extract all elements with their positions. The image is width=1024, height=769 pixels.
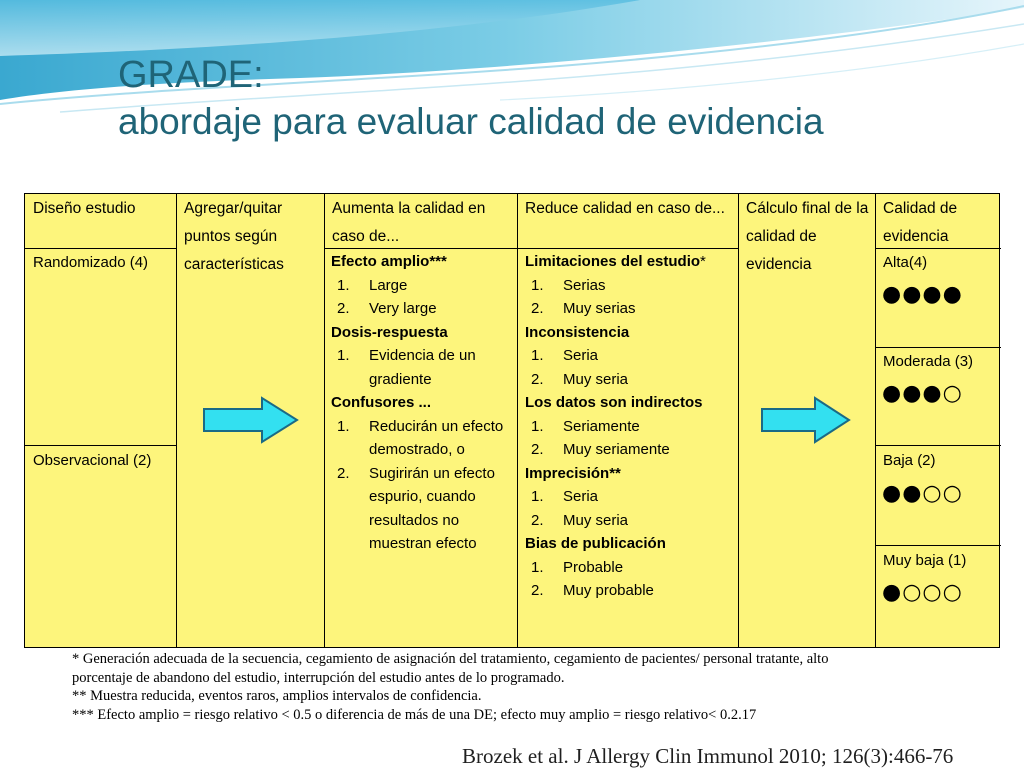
footnote-3: *** Efecto amplio = riesgo relativo < 0.5 o diferencia de más de una DE; efecto muy amplio = riesgo relativo< 0.2.17 [72, 706, 757, 723]
list-item: 2. Sugirirán un efecto espurio, cuando resultados no muestran efecto [337, 464, 495, 552]
column-divider [176, 194, 177, 647]
right-arrow-icon [202, 396, 300, 444]
footnote-1: * Generación adecuada de la secuencia, cegamiento de asignación del tratamiento, cegamiento de pacientes/ personal tratante, alto porcentaje de abandono del estudio, interrupción del estudio antes de lo programado. [72, 651, 829, 686]
calidad-baja-dots: ●●○○ [882, 481, 963, 506]
calidad-muy-baja-dots: ●○○○ [882, 580, 963, 605]
header-agregar: Agregar/quitar puntos según características [184, 200, 284, 273]
footnotes [72, 650, 1012, 724]
list-item: 1. Evidencia de un gradiente [337, 347, 476, 388]
title-line-2: abordaje para evaluar calidad de evidencia [118, 101, 824, 142]
row-divider [875, 347, 1001, 348]
calidad-alta-dots: ●●●● [882, 282, 963, 307]
citation: Brozek et al. J Allergy Clin Immunol 2010; 126(3):466-76 [462, 744, 954, 768]
aumenta-list [331, 250, 515, 556]
row-divider [25, 445, 176, 446]
sesgo-publicacion-heading: Bias de publicación [525, 535, 666, 552]
list-item: 2. Very large [337, 300, 437, 317]
header-calculo: Cálculo final de la calidad de evidencia [746, 200, 869, 273]
slide-title [118, 52, 824, 146]
list-item: 1. Seriamente [531, 417, 640, 435]
list-item: 2. Muy serias [531, 300, 636, 317]
confusores-heading: Confusores ... [331, 394, 432, 411]
column-divider [517, 194, 518, 647]
calidad-alta-label: Alta(4) [883, 254, 928, 271]
list-item: 1. Reducirán un efecto demostrado, o [337, 417, 504, 458]
list-item: 2. Muy seriamente [531, 441, 670, 458]
title-line-1: GRADE: [118, 54, 264, 96]
right-arrow-icon [760, 396, 852, 444]
calidad-moderada-label: Moderada (3) [883, 353, 974, 370]
list-item: 2. Muy seria [531, 370, 629, 388]
column-divider [324, 194, 325, 647]
indirectos-heading: Los datos son indirectos [525, 394, 703, 411]
list-item: 1. Large [337, 276, 408, 294]
row-divider [875, 445, 1001, 446]
inconsistencia-heading: Inconsistencia [525, 323, 630, 341]
diseno-randomizado: Randomizado (4) [33, 254, 149, 271]
header-aumenta: Aumenta la calidad en caso de... [332, 200, 486, 245]
column-divider [875, 194, 876, 647]
efecto-amplio-heading: Efecto amplio*** [331, 253, 447, 270]
header-calidad: Calidad de evidencia [883, 200, 958, 245]
limitaciones-footnote-mark: * [700, 253, 706, 270]
reduce-list [525, 250, 737, 603]
header-diseno: Diseño estudio [33, 200, 136, 217]
dosis-respuesta-heading: Dosis-respuesta [331, 323, 448, 341]
row-divider [25, 248, 176, 249]
list-item: 1. Seria [531, 488, 599, 505]
column-divider [738, 194, 739, 647]
list-item: 1. Serias [531, 276, 606, 294]
footnote-2: ** Muestra reducida, eventos raros, amplios intervalos de confidencia. [72, 688, 482, 704]
list-item: 1. Probable [531, 558, 624, 576]
diseno-observacional: Observacional (2) [33, 452, 152, 469]
imprecision-heading: Imprecisión** [525, 464, 621, 482]
calidad-baja-label: Baja (2) [883, 452, 936, 469]
list-item: 1. Seria [531, 347, 599, 364]
grade-table [24, 193, 1000, 648]
header-reduce: Reduce calidad en caso de... [525, 200, 725, 217]
list-item: 2. Muy probable [531, 582, 654, 599]
row-divider [875, 545, 1001, 546]
limitaciones-heading: Limitaciones del estudio [525, 253, 701, 270]
calidad-moderada-dots: ●●●○ [882, 381, 963, 406]
list-item: 2. Muy seria [531, 511, 629, 529]
calidad-muy-baja-label: Muy baja (1) [883, 552, 967, 569]
